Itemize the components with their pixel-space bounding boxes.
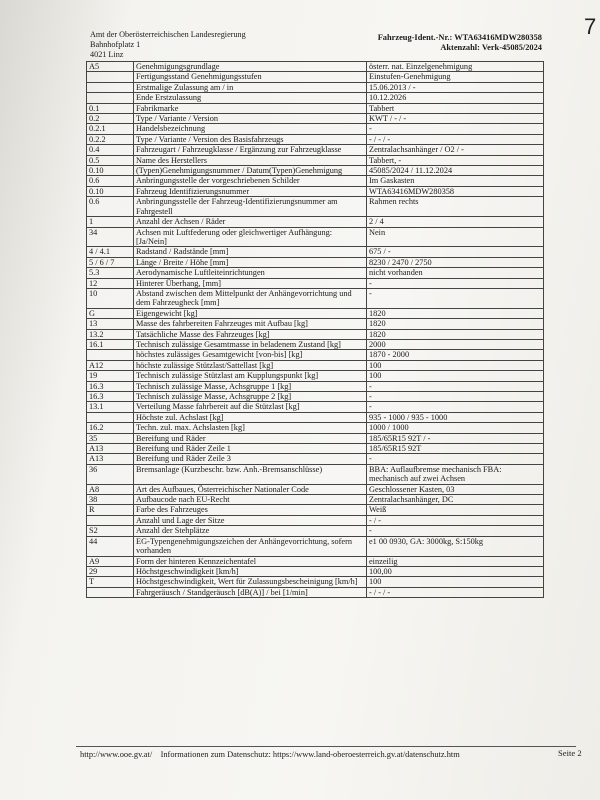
row-label: Eigengewicht [kg]	[134, 308, 367, 318]
row-label: Form der hinteren Kennzeichentafel	[134, 556, 367, 566]
row-label: Fabrikmarke	[134, 103, 367, 113]
vehicle-data-table	[86, 61, 544, 598]
row-value: -	[367, 124, 544, 134]
row-value: 1870 - 2000	[367, 350, 544, 360]
row-label: Anbringungsstelle der Fahrzeug-Identifizierungsnummer am Fahrgestell	[134, 197, 367, 217]
binder-clip-icon: 7	[584, 14, 597, 39]
row-code	[87, 350, 134, 360]
table-row	[87, 308, 544, 318]
table-row	[87, 495, 544, 505]
table-row	[87, 197, 544, 217]
row-value: -	[367, 278, 544, 288]
reference-block	[378, 33, 542, 53]
authority-address	[90, 30, 246, 60]
row-code	[87, 82, 134, 92]
row-label: Fahrgeräusch / Standgeräusch [dB(A)] / bei [1/min]	[134, 587, 367, 597]
row-value: 45085/2024 / 11.12.2024	[367, 166, 544, 176]
table-row	[87, 464, 544, 484]
table-row	[87, 103, 544, 113]
row-value: Zentralachsanhänger, DC	[367, 495, 544, 505]
row-code	[87, 412, 134, 422]
table-row	[87, 444, 544, 454]
row-label: Technisch zulässige Gesamtmasse in beladenem Zustand [kg]	[134, 339, 367, 349]
table-row	[87, 484, 544, 494]
row-code: S2	[87, 526, 134, 536]
row-code: 16.2	[87, 423, 134, 433]
table-row	[87, 329, 544, 339]
table-row	[87, 217, 544, 227]
authority-city: 4021 Linz	[90, 50, 124, 59]
table-row	[87, 556, 544, 566]
vehicle-id: Fahrzeug-Ident.-Nr.: WTA63416MDW280358	[377, 33, 542, 42]
row-label: Anzahl der Stehplätze	[134, 526, 367, 536]
row-label: Type / Variante / Version	[134, 114, 367, 124]
row-label: Anbringungsstelle der vorgeschriebenen Schilder	[134, 176, 367, 186]
row-code: A12	[87, 360, 134, 370]
row-code: A9	[87, 556, 134, 566]
table-row	[87, 278, 544, 288]
row-label: Länge / Breite / Höhe [mm]	[134, 257, 367, 267]
row-value: 2000	[367, 339, 544, 349]
row-value: KWT / - / -	[367, 114, 544, 124]
row-value: einzeilig	[367, 556, 544, 566]
table-row	[87, 93, 544, 103]
table-row	[87, 288, 544, 308]
table-row	[87, 227, 544, 247]
table-row	[87, 186, 544, 196]
footer-text	[80, 750, 460, 759]
row-label: Genehmigungsgrundlage	[134, 62, 367, 72]
table-row	[87, 515, 544, 525]
row-code: 19	[87, 371, 134, 381]
row-code: 16.3	[87, 392, 134, 402]
row-label: höchstes zulässiges Gesamtgewicht [von-bis] [kg]	[134, 350, 367, 360]
row-code: 0.2.2	[87, 134, 134, 144]
row-code: 1	[87, 217, 134, 227]
row-label: Hinterer Überhang, [mm]	[134, 278, 367, 288]
row-value: e1 00 0930, GA: 3000kg, S:150kg	[367, 536, 544, 556]
row-value: 185/65R15 92T	[367, 444, 544, 454]
row-label: Anzahl und Lage der Sitze	[134, 515, 367, 525]
row-value: Weiß	[367, 505, 544, 515]
authority-name: Amt der Oberösterreichischen Landesregierung	[90, 30, 246, 39]
row-code	[87, 72, 134, 82]
row-code: 0.5	[87, 155, 134, 165]
table-row	[87, 412, 544, 422]
footer-privacy: Informationen zum Datenschutz: https://www.land-oberoesterreich.gv.at/datenschutz.htm	[160, 750, 460, 759]
table-row	[87, 587, 544, 597]
table-row	[87, 566, 544, 576]
row-code: T	[87, 577, 134, 587]
table-row	[87, 114, 544, 124]
row-value: -	[367, 402, 544, 412]
table-row	[87, 145, 544, 155]
row-value: 100	[367, 371, 544, 381]
row-code: 5 / 6 / 7	[87, 257, 134, 267]
row-value: nicht vorhanden	[367, 268, 544, 278]
row-label: Masse des fahrbereiten Fahrzeuges mit Aufbau [kg]	[134, 319, 367, 329]
row-code: 5.3	[87, 268, 134, 278]
row-code: 35	[87, 433, 134, 443]
table-row	[87, 402, 544, 412]
table-row	[87, 433, 544, 443]
row-value: 1820	[367, 319, 544, 329]
file-number: Aktenzahl: Verk-45085/2024	[440, 43, 542, 52]
row-value: 10.12.2026	[367, 93, 544, 103]
row-code	[87, 515, 134, 525]
row-value: 1820	[367, 308, 544, 318]
row-value: Nein	[367, 227, 544, 247]
table-row	[87, 339, 544, 349]
table-row	[87, 536, 544, 556]
row-value: -	[367, 392, 544, 402]
row-label: Farbe des Fahrzeuges	[134, 505, 367, 515]
row-code: 0.10	[87, 166, 134, 176]
row-label: Aufbaucode nach EU-Recht	[134, 495, 367, 505]
row-code: R	[87, 505, 134, 515]
row-value: WTA63416MDW280358	[367, 186, 544, 196]
row-code: A13	[87, 454, 134, 464]
table-row	[87, 155, 544, 165]
table-row	[87, 124, 544, 134]
row-label: Bremsanlage (Kurzbeschr. bzw. Anh.-Bremsanschlüsse)	[134, 464, 367, 484]
row-value: 185/65R15 92T / -	[367, 433, 544, 443]
row-code	[87, 93, 134, 103]
row-label: Technisch zulässige Stützlast am Kupplungspunkt [kg]	[134, 371, 367, 381]
row-code: 0.4	[87, 145, 134, 155]
row-label: Aerodynamische Luftleiteinrichtungen	[134, 268, 367, 278]
page-number: Seite 2	[558, 748, 582, 758]
row-value: 675 / -	[367, 247, 544, 257]
row-label: Abstand zwischen dem Mittelpunkt der Anhängevorrichtung und dem Fahrzeugheck [mm]	[134, 288, 367, 308]
row-label: Höchstgeschwindigkeit, Wert für Zulassungsbescheinigung [km/h]	[134, 577, 367, 587]
table-row	[87, 166, 544, 176]
row-code: 13.2	[87, 329, 134, 339]
table-row	[87, 423, 544, 433]
row-code: 38	[87, 495, 134, 505]
row-label: Tatsächliche Masse des Fahrzeuges [kg]	[134, 329, 367, 339]
row-code: 0.10	[87, 186, 134, 196]
row-value: 1000 / 1000	[367, 423, 544, 433]
row-label: Achsen mit Luftfederung oder gleichwertiger Aufhängung: [Ja/Nein]	[134, 227, 367, 247]
row-value: - / - / -	[367, 134, 544, 144]
row-label: Höchstgeschwindigkeit [km/h]	[134, 566, 367, 576]
row-code: 34	[87, 227, 134, 247]
authority-street: Bahnhofplatz 1	[90, 40, 141, 49]
footer-divider	[76, 746, 576, 747]
row-value: Zentralachsanhänger / O2 / -	[367, 145, 544, 155]
table-row	[87, 505, 544, 515]
row-code	[87, 587, 134, 597]
footer-url[interactable]: http://www.ooe.gv.at/	[80, 750, 153, 759]
row-value: 100	[367, 577, 544, 587]
row-value: 100,00	[367, 566, 544, 576]
row-code: A13	[87, 444, 134, 454]
row-code: 16.3	[87, 381, 134, 391]
table-row	[87, 319, 544, 329]
row-label: Bereifung und Räder	[134, 433, 367, 443]
row-label: Erstmalige Zulassung am / in	[134, 82, 367, 92]
row-code: 0.2	[87, 114, 134, 124]
row-code: 0.1	[87, 103, 134, 113]
table-row	[87, 82, 544, 92]
row-code: G	[87, 308, 134, 318]
row-value: Tabbert	[367, 103, 544, 113]
row-code: 13.1	[87, 402, 134, 412]
row-code: A8	[87, 484, 134, 494]
row-value: Geschlossener Kasten, 03	[367, 484, 544, 494]
row-value: -	[367, 526, 544, 536]
row-label: Type / Variante / Version des Basisfahrzeugs	[134, 134, 367, 144]
row-value: 1820	[367, 329, 544, 339]
row-code: 10	[87, 288, 134, 308]
row-label: Technisch zulässige Masse, Achsgruppe 2 [kg]	[134, 392, 367, 402]
row-code: 0.6	[87, 197, 134, 217]
row-value: -	[367, 288, 544, 308]
table-row	[87, 371, 544, 381]
row-value: 8230 / 2470 / 2750	[367, 257, 544, 267]
row-value: -	[367, 454, 544, 464]
table-row	[87, 247, 544, 257]
table-row	[87, 360, 544, 370]
row-label: Fertigungsstand Genehmigungsstufen	[134, 72, 367, 82]
table-row	[87, 381, 544, 391]
row-value: 935 - 1000 / 935 - 1000	[367, 412, 544, 422]
table-row	[87, 176, 544, 186]
row-value: Rahmen rechts	[367, 197, 544, 217]
row-label: höchste zulässige Stützlast/Sattellast [kg]	[134, 360, 367, 370]
row-label: Technisch zulässige Masse, Achsgruppe 1 [kg]	[134, 381, 367, 391]
row-value: Einstufen-Genehmigung	[367, 72, 544, 82]
table-row	[87, 526, 544, 536]
table-row	[87, 577, 544, 587]
row-value: Im Gaskasten	[367, 176, 544, 186]
row-label: Verteilung Masse fahrbereit auf die Stützlast [kg]	[134, 402, 367, 412]
table-row	[87, 268, 544, 278]
row-label: Name des Herstellers	[134, 155, 367, 165]
row-code: 16.1	[87, 339, 134, 349]
table-row	[87, 392, 544, 402]
table-row	[87, 62, 544, 72]
row-code: 0.2.1	[87, 124, 134, 134]
row-value: 15.06.2013 / -	[367, 82, 544, 92]
row-value: - / -	[367, 515, 544, 525]
row-code: 44	[87, 536, 134, 556]
row-label: Ende Erstzulassung	[134, 93, 367, 103]
row-label: Radstand / Radstände [mm]	[134, 247, 367, 257]
row-value: BBA: Auflaufbremse mechanisch FBA: mechanisch auf zwei Achsen	[367, 464, 544, 484]
row-label: Fahrzeug Identifizierungsnummer	[134, 186, 367, 196]
row-code: 29	[87, 566, 134, 576]
table-row	[87, 134, 544, 144]
row-label: Höchste zul. Achslast [kg]	[134, 412, 367, 422]
row-label: EG-Typengenehmigungszeichen der Anhängevorrichtung, sofern vorhanden	[134, 536, 367, 556]
row-value: - / - / -	[367, 587, 544, 597]
row-code: A5	[87, 62, 134, 72]
row-value: österr. nat. Einzelgenehmigung	[367, 62, 544, 72]
row-label: Art des Aufbaues, Österreichischer Nationaler Code	[134, 484, 367, 494]
row-code: 36	[87, 464, 134, 484]
row-label: Anzahl der Achsen / Räder	[134, 217, 367, 227]
row-code: 12	[87, 278, 134, 288]
row-label: Handelsbezeichnung	[134, 124, 367, 134]
row-label: (Typen)Genehmigungsnummer / Datum(Typen)Genehmigung	[134, 166, 367, 176]
row-value: Tabbert, -	[367, 155, 544, 165]
row-code: 0.6	[87, 176, 134, 186]
table-row	[87, 257, 544, 267]
row-value: 100	[367, 360, 544, 370]
row-code: 4 / 4.1	[87, 247, 134, 257]
row-label: Bereifung und Räder Zeile 1	[134, 444, 367, 454]
row-label: Techn. zul. max. Achslasten [kg]	[134, 423, 367, 433]
table-row	[87, 454, 544, 464]
row-code: 13	[87, 319, 134, 329]
table-row	[87, 72, 544, 82]
row-value: -	[367, 381, 544, 391]
table-row	[87, 350, 544, 360]
row-label: Fahrzeugart / Fahrzeugklasse / Ergänzung zur Fahrzeugklasse	[134, 145, 367, 155]
row-label: Bereifung und Räder Zeile 3	[134, 454, 367, 464]
row-value: 2 / 4	[367, 217, 544, 227]
